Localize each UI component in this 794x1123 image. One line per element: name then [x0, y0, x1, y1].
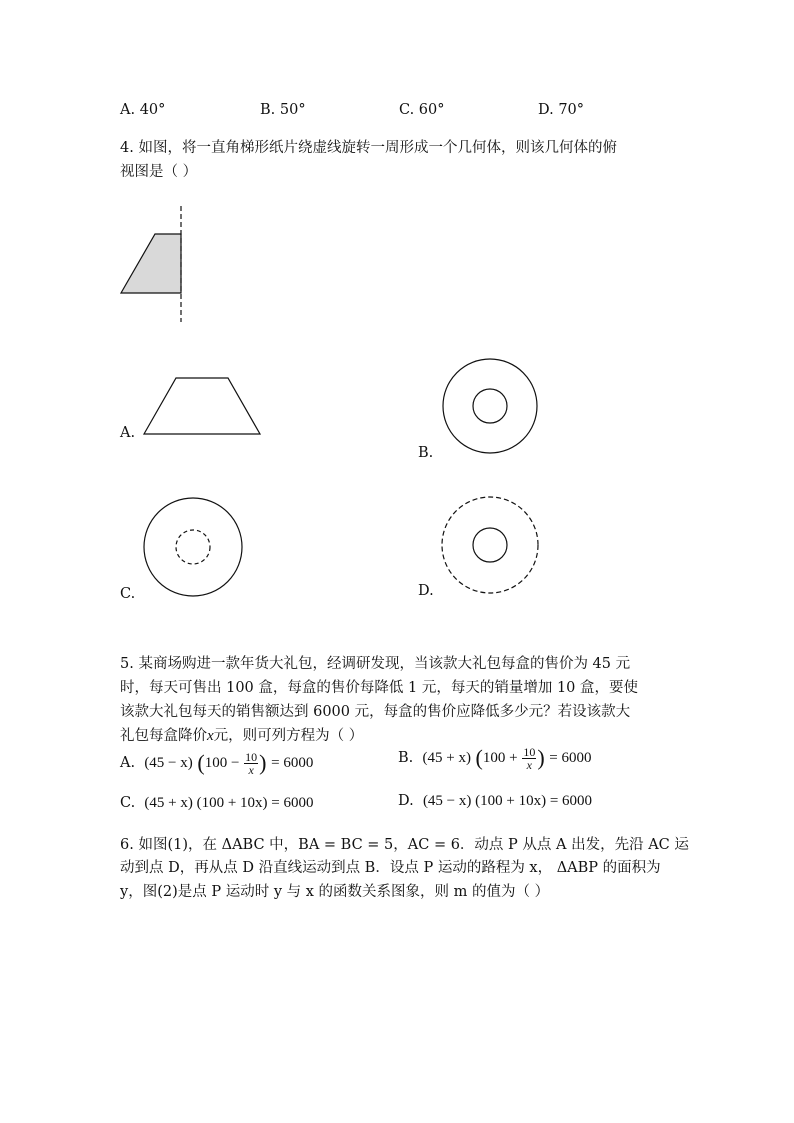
q4-option-d-letter: D.: [418, 583, 434, 599]
option-value: 50°: [279, 102, 306, 118]
equation-left-factor: (45 + x): [422, 750, 471, 766]
isosceles-trapezoid-shape: [144, 378, 260, 434]
option-value: 60°: [418, 102, 445, 118]
option-letter: C.: [120, 795, 136, 811]
q3-option-a: [120, 101, 165, 119]
q5-text-line-3: 该款大礼包每天的销售额达到 6000 元，每盒的售价应降低多少元？若设该款大: [120, 704, 631, 720]
option-letter: D.: [538, 102, 554, 118]
q4-option-c-circles: [141, 495, 245, 599]
equation-left-factor: (45 − x): [144, 755, 193, 771]
option-letter: A.: [120, 102, 136, 118]
q6-text-line-2: 动到点 D，再从点 D 沿直线运动到点 B．设点 P 运动的路程为 x， ΔABP 的面积为: [120, 860, 661, 876]
q4-option-d-circles: [439, 494, 541, 596]
equation-term: 100 −: [204, 755, 244, 771]
q4-text-line-1: 4. 如图，将一直角梯形纸片绕虚线旋转一周形成一个几何体，则该几何体的俯: [120, 140, 617, 156]
q6-text-line-3: y，图(2)是点 P 运动时 y 与 x 的函数关系图象，则 m 的值为（ ）: [120, 884, 550, 900]
fraction-denominator: x: [248, 762, 254, 777]
inner-solid-circle: [473, 528, 507, 562]
text-segment: 礼包每盒降价: [120, 728, 207, 744]
outer-solid-circle: [443, 359, 537, 453]
equation-expression: (45 + x) (100 + 10x) = 6000: [144, 795, 314, 811]
text-segment: 元，则可列方程为（ ）: [213, 728, 364, 744]
q5-text-line-2: 时，每天可售出 100 盒，每盒的售价每降低 1 元，每天的销量增加 10 盒，要使: [120, 680, 639, 696]
option-letter: D.: [398, 793, 414, 809]
right-trapezoid-shape: [121, 234, 181, 293]
paren-open: (: [475, 745, 483, 770]
inner-dashed-circle: [176, 530, 210, 564]
fraction-numerator: 10: [523, 744, 536, 759]
option-letter: B.: [398, 750, 414, 766]
q4-text-line-2: 视图是（ ）: [120, 164, 198, 180]
option-letter: A.: [120, 755, 136, 771]
q4-option-a-trapezoid: [140, 372, 265, 438]
equation-expression: (45 − x) (100 + 10x) = 6000: [422, 793, 593, 809]
q4-option-b-circles: [440, 355, 540, 459]
variable-x: x: [207, 728, 214, 744]
q4-option-a-letter: A.: [120, 425, 136, 441]
equation-right: = 6000: [271, 755, 314, 771]
outer-dashed-circle: [442, 497, 538, 593]
equation-right: = 6000: [549, 750, 592, 766]
q4-option-c-letter: C.: [120, 586, 136, 602]
q3-option-d: [538, 101, 584, 119]
q5-text-line-4: [120, 727, 363, 745]
q5-option-a: [120, 746, 313, 780]
q4-trapezoid-figure: [115, 200, 195, 328]
q4-option-b-letter: B.: [418, 445, 434, 461]
fraction-numerator: 10: [245, 749, 258, 764]
fraction-10-over-x: [522, 746, 536, 771]
option-value: 70°: [558, 102, 585, 118]
paren-close: ): [537, 745, 545, 770]
q6-text-line-1: 6. 如图(1)，在 ΔABC 中，BA = BC = 5，AC = 6．动点 P 从点 A 出发，先沿 AC 运: [120, 837, 689, 853]
fraction-denominator: x: [526, 757, 532, 772]
q5-option-c: [120, 794, 314, 812]
q5-option-d: [398, 792, 592, 810]
outer-solid-circle: [144, 498, 242, 596]
q3-option-c: [399, 101, 445, 119]
equation-term: 100 +: [482, 750, 522, 766]
option-value: 40°: [139, 102, 166, 118]
q3-option-b: [260, 101, 306, 119]
inner-solid-circle: [473, 389, 507, 423]
option-letter: C.: [399, 102, 415, 118]
paren-close: ): [259, 750, 267, 775]
paren-open: (: [197, 750, 205, 775]
fraction-10-over-x: [244, 751, 258, 776]
q5-text-line-1: 5. 某商场购进一款年货大礼包，经调研发现，当该款大礼包每盒的售价为 45 元: [120, 656, 631, 672]
q5-option-b: [398, 741, 592, 775]
option-letter: B.: [260, 102, 276, 118]
